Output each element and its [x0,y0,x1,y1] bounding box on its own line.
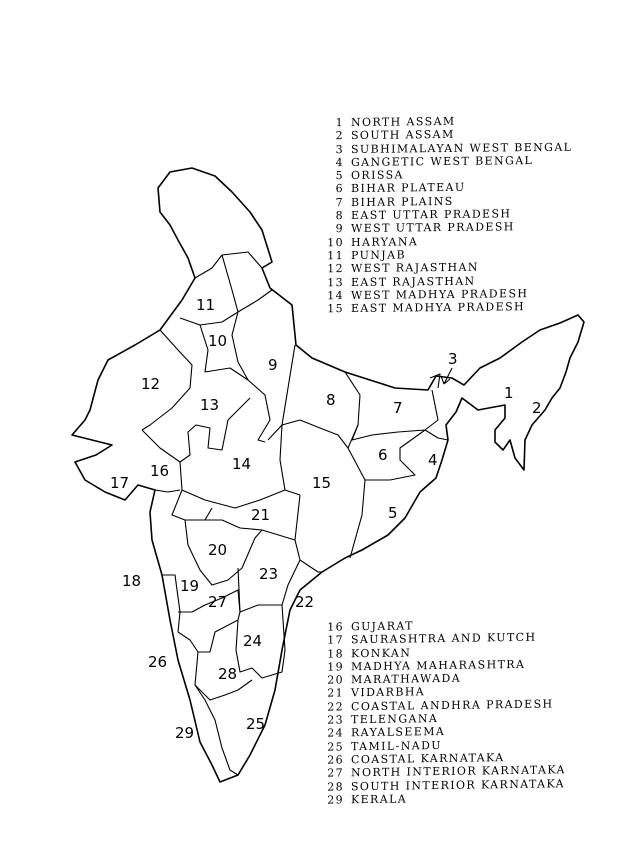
boundary-vidarbha-south [205,520,295,540]
legend-number: 11 [327,249,344,263]
map-label-27: 27 [208,593,228,611]
legend-label: TELENGANA [351,712,439,727]
legend-top [318,114,572,316]
boundary-haryana-up [238,288,272,312]
map-label-24: 24 [243,632,263,650]
legend-label: VIDARBHA [351,685,426,700]
legend-number: 19 [327,660,344,674]
boundary-up-east-west [282,372,360,448]
boundary-kerala [195,685,238,775]
legend-number: 16 [327,620,344,634]
boundary-mp-west-east [280,425,285,490]
legend-number: 9 [335,222,344,236]
legend-number: 27 [327,766,344,780]
legend-number: 18 [327,646,344,661]
legend-number: 25 [327,740,344,754]
legend-number: 21 [327,686,344,701]
map-label-1: 1 [504,384,514,402]
legend-number: 5 [335,169,344,183]
legend-label: KONKAN [351,646,412,660]
map-label-13: 13 [200,396,220,414]
boundary-rajasthan-gujarat [142,398,250,462]
legend-label: EAST RAJASTHAN [351,274,476,289]
map-label-18: 18 [122,572,142,590]
boundary-karnataka-south [178,612,240,652]
legend-number: 22 [327,700,344,714]
boundary-punjab-north [195,252,262,278]
legend-label: PUNJAB [351,248,406,262]
legend-label: NORTH INTERIOR KARNATAKA [351,763,566,780]
legend-label: SOUTH INTERIOR KARNATAKA [351,776,565,793]
map-label-23: 23 [259,565,279,583]
legend-number: 8 [335,209,344,223]
map-label-7: 7 [393,399,403,417]
legend-label: TAMIL-NADU [351,738,442,753]
map-label-6: 6 [378,446,388,464]
legend-item-15 [318,300,572,316]
boundary-vidarbha [295,495,322,572]
legend-label: SUBHIMALAYAN WEST BENGAL [351,140,573,156]
map-label-15: 15 [312,474,332,492]
legend-number: 20 [327,673,344,687]
map-label-4: 4 [428,451,438,469]
map-label-28: 28 [218,665,238,683]
legend-label: BIHAR PLAINS [351,194,454,209]
boundary-orissa [350,480,365,558]
label-3-arrow [441,368,452,384]
legend-number: 13 [327,275,344,289]
legend-label: ORISSA [351,168,404,183]
boundary-haryana-west [232,312,248,380]
map-label-20: 20 [208,541,228,559]
map-label-25: 25 [246,715,266,733]
legend-label: MARATHAWADA [351,671,462,687]
map-label-3: 3 [448,350,458,368]
legend-number: 14 [327,288,344,303]
boundary-gujarat-konkan [155,490,180,492]
map-label-17: 17 [110,474,130,492]
map-label-14: 14 [232,455,252,473]
map-label-16: 16 [150,462,170,480]
legend-item-3 [318,140,572,156]
legend-label: BIHAR PLATEAU [351,181,466,196]
legend-number: 26 [327,753,344,767]
legend-number: 4 [335,155,344,170]
map-label-11: 11 [196,296,216,314]
map-label-19: 19 [180,577,200,595]
legend-number: 23 [327,713,344,727]
legend-label: WEST MADHYA PRADESH [351,286,529,302]
legend-number: 29 [327,793,344,807]
map-label-5: 5 [388,504,398,522]
legend-number: 2 [335,129,344,143]
legend-number: 28 [327,779,344,794]
legend-number: 12 [327,262,344,276]
map-label-26: 26 [148,653,168,671]
legend-label: SOUTH ASSAM [351,128,455,143]
legend-number: 6 [335,182,344,196]
map-label-29: 29 [175,724,195,742]
legend-label: COASTAL KARNATAKA [351,751,505,767]
legend-label: KERALA [351,792,408,807]
legend-label: NORTH ASSAM [351,114,456,129]
legend-label: COASTAL ANDHRA PRADESH [351,697,554,714]
map-label-21: 21 [251,506,271,524]
boundary-wb [425,430,448,440]
legend-label: WEST RAJASTHAN [351,260,479,276]
legend-number: 17 [327,633,344,647]
legend-label: GUJARAT [351,619,414,634]
legend-label: EAST UTTAR PRADESH [351,207,512,223]
map-label-22: 22 [295,593,315,611]
map-label-12: 12 [141,375,161,393]
legend-label: MADHYA MAHARASHTRA [351,657,526,674]
map-label-10: 10 [208,332,228,350]
map-label-9: 9 [268,356,278,374]
legend-bottom [318,617,566,807]
legend-number: 7 [335,195,344,209]
map-label-2: 2 [532,399,542,417]
legend-label: EAST MADHYA PRADESH [351,300,526,316]
legend-number: 1 [335,116,344,130]
legend-number: 10 [327,235,344,249]
legend-label: SAURASHTRA AND KUTCH [351,630,537,647]
legend-label: WEST UTTAR PRADESH [351,220,515,236]
legend-number: 15 [327,302,344,316]
legend-number: 3 [335,142,344,156]
legend-label: HARYANA [351,234,419,249]
legend-label: RAYALSEEMA [351,725,446,740]
legend-number: 24 [327,726,344,740]
legend-label: GANGETIC WEST BENGAL [351,153,534,169]
map-label-8: 8 [326,391,336,409]
